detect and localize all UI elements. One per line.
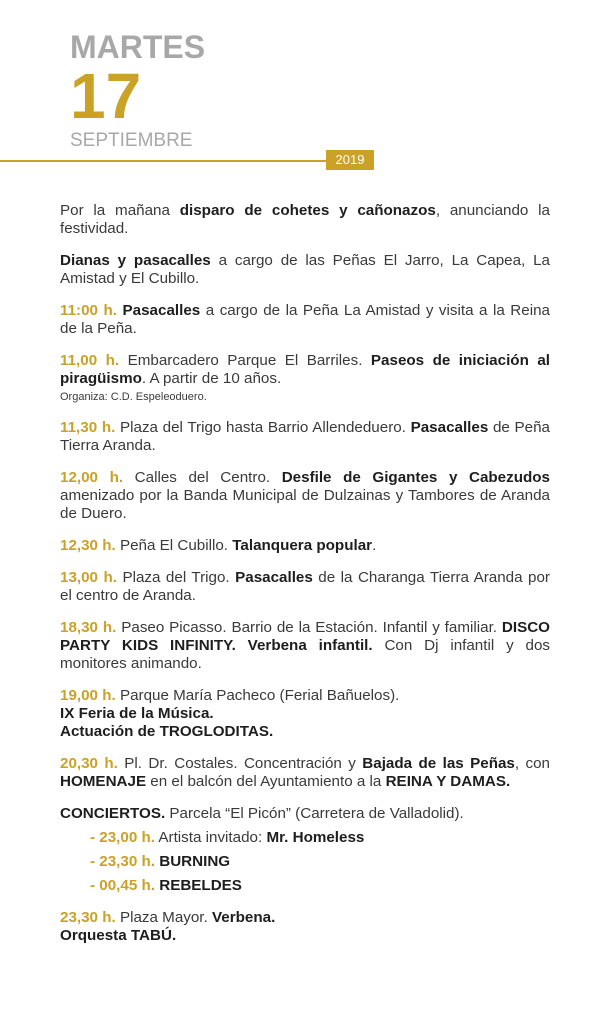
year-badge: 2019 (326, 150, 374, 170)
schedule-entry (60, 909, 550, 945)
schedule-entry (60, 252, 550, 288)
entry-highlight: Desfile de Gigantes y Cabezudos (281, 469, 550, 486)
entry-text: de la Charanga Tierra Aranda por el centro de Aranda. (60, 569, 550, 604)
concert-act: REBELDES (159, 877, 242, 894)
day-of-week: MARTES (70, 29, 206, 65)
entry-text: Parque María Pacheco (Ferial Bañuelos). (115, 687, 400, 704)
concerts-label: CONCIERTOS. (60, 805, 166, 822)
entry-highlight: HOMENAJE (60, 773, 147, 790)
entry-time: 12,30 h. (60, 537, 116, 554)
entry-highlight: Paseos de iniciación al piragüismo (60, 352, 550, 387)
concert-item (90, 877, 550, 895)
entry-time: 11,00 h. (60, 352, 120, 369)
schedule-entry (60, 537, 550, 555)
entry-text: de Peña Tierra Aranda. (60, 419, 550, 454)
schedule-entry (60, 302, 550, 338)
schedule-entry (60, 352, 550, 405)
entry-highlight: Actuación de TROGLODITAS. (60, 723, 274, 740)
concert-act: Mr. Homeless (266, 829, 365, 846)
concerts-location: Parcela “El Picón” (Carretera de Valladolid). (165, 805, 464, 822)
concerts-section (60, 805, 550, 895)
entry-highlight: DISCO PARTY KIDS INFINITY. Verbena infantil. (60, 619, 550, 654)
entry-text: , anunciando la festividad. (60, 202, 550, 237)
entry-time: 19,00 h. (60, 687, 116, 704)
entry-time: 11,30 h. (60, 419, 116, 436)
entry-text: Por la mañana (60, 202, 180, 219)
entry-highlight: Pasacalles (235, 569, 313, 586)
entry-text: Plaza del Trigo hasta Barrio Allendeduero. (115, 419, 411, 436)
entry-highlight: Pasacalles (410, 419, 489, 436)
entry-text: , con (514, 755, 550, 772)
entry-highlight: Pasacalles (122, 302, 201, 319)
entry-text: a cargo de las Peñas El Jarro, La Capea, La Amistad y El Cubillo. (60, 252, 550, 287)
schedule-entry (60, 619, 550, 673)
day-number: 17 (70, 60, 142, 132)
entry-time: 20,30 h. (60, 755, 118, 772)
entry-time: 23,30 h. (60, 909, 116, 926)
entry-text: Plaza del Trigo. (116, 569, 236, 586)
schedule-entry (60, 687, 550, 741)
entry-highlight: REINA Y DAMAS. (385, 773, 511, 790)
organizer-note: Organiza: C.D. Espeleoduero. (60, 391, 207, 403)
concert-time: - 23,30 h. (90, 853, 155, 870)
entry-time: 12,00 h. (60, 469, 124, 486)
schedule-entry (60, 419, 550, 455)
entry-highlight: disparo de cohetes y cañonazos (179, 202, 436, 219)
concert-act: BURNING (159, 853, 231, 870)
entry-text: amenizado por la Banda Municipal de Dulzainas y Tambores de Aranda de Duero. (60, 487, 550, 522)
schedule-entry (60, 755, 550, 791)
entry-time: 11:00 h. (60, 302, 118, 319)
schedule-entry (60, 469, 550, 523)
entry-text: Calles del Centro. (123, 469, 282, 486)
schedule (60, 202, 550, 959)
entry-text: Pl. Dr. Costales. Concentración y (117, 755, 363, 772)
entry-text: Peña El Cubillo. (115, 537, 233, 554)
entry-text: . A partir de 10 años. (141, 370, 282, 387)
entry-text: a cargo de la Peña La Amistad y visita a la Reina de la Peña. (60, 302, 550, 337)
date-header (70, 30, 205, 152)
entry-highlight: IX Feria de la Música. (60, 705, 214, 722)
concert-time: - 00,45 h. (90, 877, 155, 894)
entry-text: Plaza Mayor. (115, 909, 212, 926)
schedule-entry (60, 202, 550, 238)
concert-time: - 23,00 h. (90, 829, 155, 846)
entry-text: Con Dj infantil y dos monitores animando. (60, 637, 550, 672)
header-rule (0, 160, 326, 162)
entry-highlight: Verbena. (211, 909, 276, 926)
concert-item (90, 829, 550, 847)
entry-highlight: Talanquera popular (232, 537, 373, 554)
schedule-entry (60, 569, 550, 605)
entry-text: en el balcón del Ayuntamiento a la (146, 773, 386, 790)
entry-highlight: Dianas y pasacalles (60, 252, 211, 269)
entry-text: Embarcadero Parque El Barriles. (119, 352, 371, 369)
month-name: SEPTIEMBRE (70, 130, 193, 151)
entry-text: . (372, 537, 377, 554)
concert-item (90, 853, 550, 871)
entry-time: 18,30 h. (60, 619, 117, 636)
entry-highlight: Bajada de las Peñas (362, 755, 515, 772)
concert-text: Artista invitado: (155, 829, 267, 846)
entry-time: 13,00 h. (60, 569, 117, 586)
entry-highlight: Orquesta TABÚ. (60, 927, 177, 944)
entry-text: Paseo Picasso. Barrio de la Estación. Infantil y familiar. (116, 619, 502, 636)
